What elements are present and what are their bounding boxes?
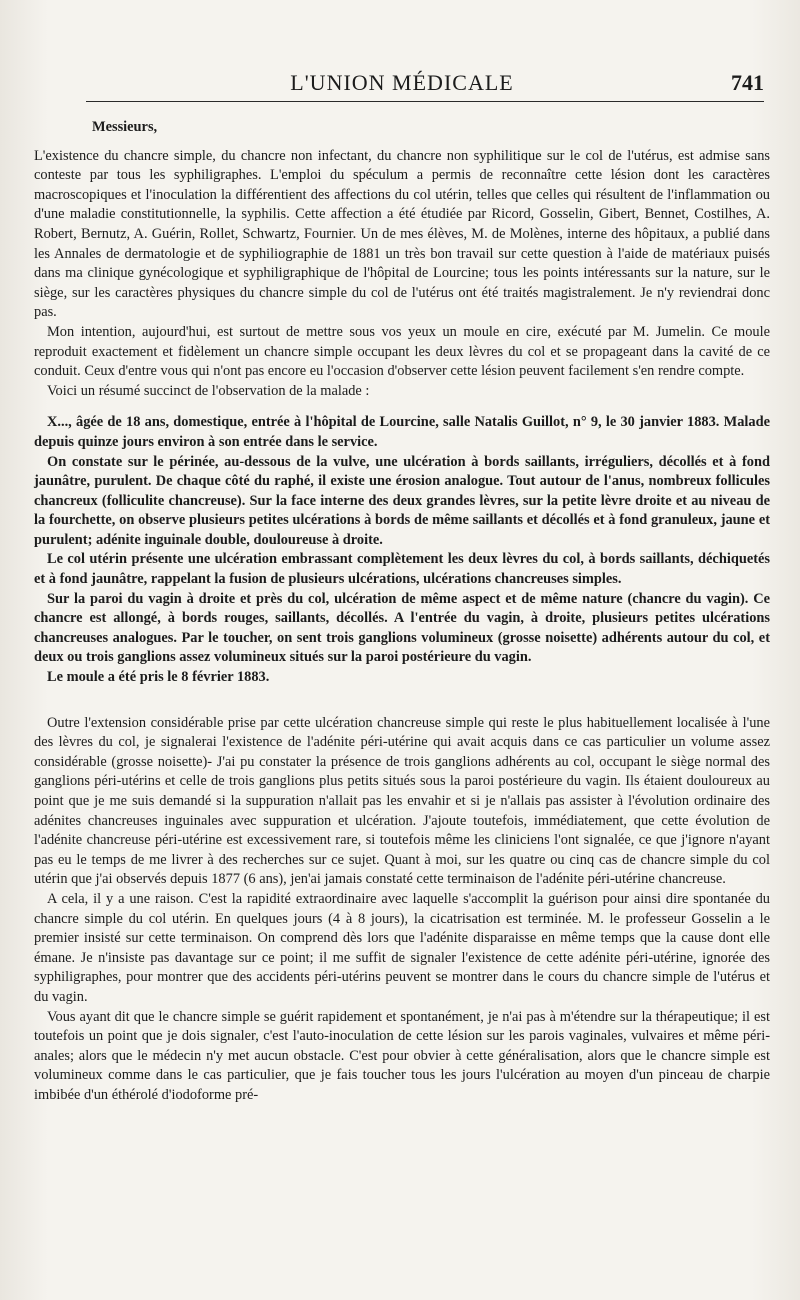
observation-paragraph: X..., âgée de 18 ans, domestique, entrée à l'hôpital de Lourcine, salle Natalis Guillot, n° 9, le 30 janvier 1883. Malade depuis quinze jours environ à son entrée dans le service. <box>34 414 770 450</box>
paragraph: Mon intention, aujourd'hui, est surtout de mettre sous vos yeux un moule en cire, exécuté par M. Jumelin. Ce moule reproduit exactement et fidèlement un chancre simple occupant les deux lèvres du col et se propageant dans la cavité de ce conduit. Ceux d'entre vous qui n'ont pas encore eu l'occasion d'observer cette lésion peuvent facilement s'en rendre compte. <box>34 323 770 380</box>
observation-paragraph: Le col utérin présente une ulcération embrassant complètement les deux lèvres du col, à bords saillants, déchiquetés et à fond jaunâtre, rappelant la fusion de plusieurs ulcérations, ulcérations chancreuses simples. <box>34 551 770 588</box>
spacer <box>34 401 770 413</box>
paragraph: Vous ayant dit que le chancre simple se guérit rapidement et spontanément, je n'ai pas à m'étendre sur la thérapeutique; il est toutefois un point que je dois signaler, c'est l'auto-inoculation de cette lésion sur les parois vaginales, vulvaires et même péri-anales; alors que le médecin n'y met aucun obstacle. C'est pour obvier à cette généralisation, alors que le chancre simple est volumineux comme dans le cas particulier, que je fais toucher tous les jours l'ulcération au moyen d'un pinceau de charpie imbibée d'un éthérolé d'iodoforme pré- <box>34 1008 770 1103</box>
paragraph: A cela, il y a une raison. C'est la rapidité extraordinaire avec laquelle s'accomplit la guérison pour ainsi dire spontanée du chancre simple du col utérin. En quelques jours (4 à 8 jours), la cicatrisation est terminée. M. le professeur Gosselin a le premier insisté sur cette terminaison. On comprend dès lors que l'adénite disparaisse en même temps que la cause dont elle émane. Je n'insiste pas davantage sur ce point; il me suffit de signaler l'existence de cette adénite péri-utérine, ignorée des syphiligraphes, pour montrer que des accidents péri-utérins peuvent se montrer dans le cours du chancre simple de l'utérus et du vagin. <box>34 890 770 1005</box>
discussion-section <box>34 714 770 1106</box>
observation-paragraph: On constate sur le périnée, au-dessous de la vulve, une ulcération à bords saillants, irréguliers, décollés et à fond jaunâtre, purulent. De chaque côté du raphé, il existe une érosion analogue. Tout autour de l'anus, nombreux follicules chancreux (folliculite chancreuse). Sur la face interne des deux grandes lèvres, sur la petite lèvre droite et au niveau de la fourchette, on observe plusieurs petites ulcérations à bords de même saillants et décollés et à fond granuleux, jaune et purulent; adénite inguinale double, douloureuse à droite. <box>34 453 770 548</box>
intro-section <box>34 147 770 402</box>
observation-section <box>34 413 770 687</box>
header-rule <box>86 101 764 102</box>
article-body <box>34 118 770 1106</box>
page-number: 741 <box>731 70 764 95</box>
spacer <box>34 688 770 714</box>
paragraph: L'existence du chancre simple, du chancre non infectant, du chancre non syphilitique sur le col de l'utérus, est admise sans conteste par tous les syphiligraphes. L'emploi du spéculum a permis de reconnaître cette lésion dont les caractères macroscopiques et l'inoculation la différentient des affections du col utérin, telles que celles qui résultent de l'inflammation ou d'une maladie constitutionnelle, la syphilis. Cette affection a été étudiée par Ricord, Gosselin, Gibert, Bennet, Costilhes, A. Robert, Bernutz, A. Guérin, Rollet, Schwartz, Fournier. Un de mes élèves, M. de Molènes, interne des hôpitaux, a publié dans les Annales de dermatologie et de syphiliographie de 1881 un très bon travail sur cette question à l'aide de matériaux puisés dans ma clinique gynécologique et syphiligraphique de l'hôpital de Lourcine; tous les points intéressants sur la nature, sur le siège, sur les caractères physiques du chancre simple du col de l'utérus ont été traités magistralement. Je n'y reviendrai donc pas. <box>34 147 770 321</box>
paragraph: Outre l'extension considérable prise par cette ulcération chancreuse simple qui reste le plus habituellement localisée à l'une des lèvres du col, je signalerai l'existence de l'adénite péri-utérine qui avait acquis dans ce cas particulier un volume assez considérable (grosse noisette)- J'ai pu constater la présence de trois ganglions adhérents au col, occupant le siège normal des ganglions péri-utérins et celle de trois ganglions plus petits situés sous la paroi postérieure du vagin. Ils étaient douloureux au point que je me suis demandé si la suppuration n'allait pas les envahir et si je n'allais pas assister à l'évolution ordinaire des adénites chancreuses inguinales avec suppuration et ulcération. J'ajoute toutefois, immédiatement, que cette évolution de l'adénite chancreuse péri-utérine est excessivement rare, si toutefois même les cliniciens l'ont signalée, ce que j'ignore n'ayant pas eu le temps de me livrer à des recherches sur ce sujet. Quant à moi, sur les quatre ou cinq cas de chancre simple du col utérin que j'ai observés depuis 1877 (6 ans), jen'ai jamais constaté cette terminaison de l'adénite péri-utérine chancreuse. <box>34 714 770 888</box>
salutation: Messieurs, <box>92 119 158 135</box>
observation-paragraph: Sur la paroi du vagin à droite et près du col, ulcération de même aspect et de même nature (chancre du vagin). Ce chancre est allongé, à bords rouges, saillants, décollés. A l'entrée du vagin, à droite, plusieurs petites ulcérations chancreuses analogues. Par le toucher, on sent trois ganglions volumineux (grosse noisette) adhérents autour du col, et deux ou trois ganglions assez volumineux situés sur la paroi postérieure du vagin. <box>34 590 770 666</box>
paragraph: Voici un résumé succinct de l'observation de la malade : <box>47 382 370 399</box>
observation-paragraph: Le moule a été pris le 8 février 1883. <box>47 669 270 686</box>
running-title: L'UNION MÉDICALE <box>290 70 514 95</box>
page-header <box>34 0 770 100</box>
